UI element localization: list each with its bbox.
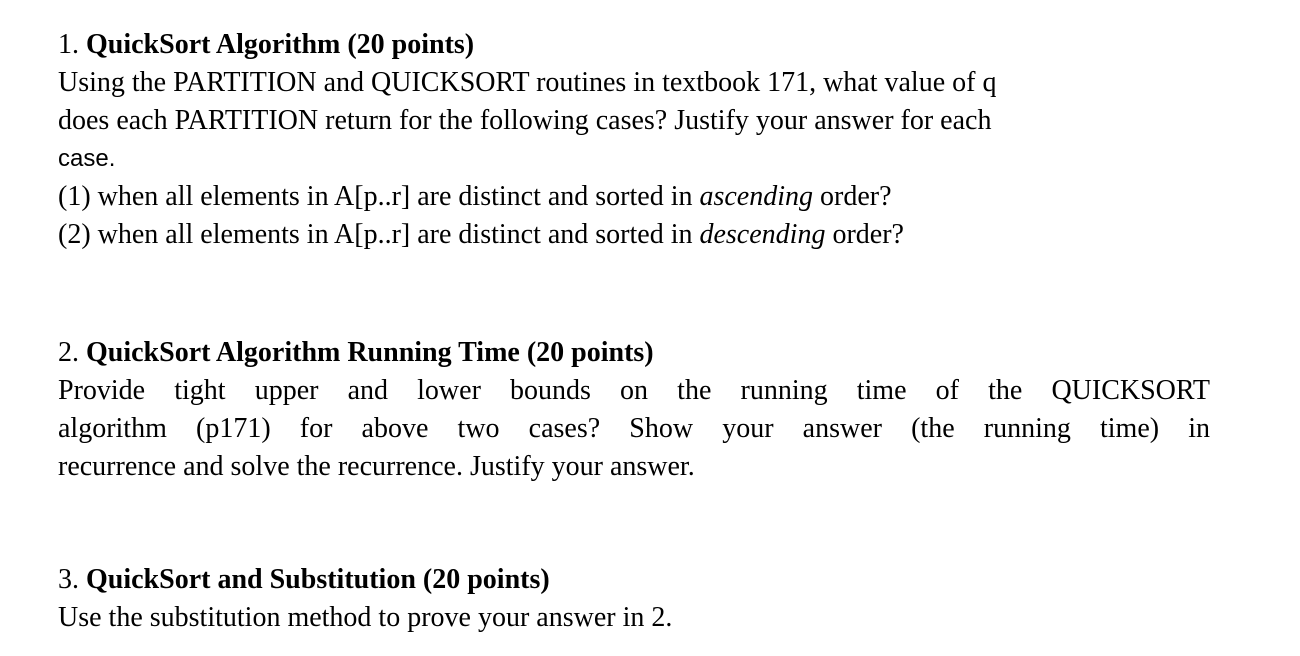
question-2 (58, 334, 1210, 486)
question-2-line-1: Provide tight upper and lower bounds on the running time of the QUICKSORT (58, 375, 1210, 406)
question-2-title: QuickSort Algorithm Running Time (20 points) (86, 337, 654, 368)
question-3-heading (58, 561, 1210, 599)
case-1-text: (1) when all elements in A[p..r] are distinct and sorted in (58, 181, 700, 212)
question-2-line-2: algorithm (p171) for above two cases? Show your answer (the running time) in (58, 413, 1210, 444)
case-2-text: (2) when all elements in A[p..r] are distinct and sorted in (58, 219, 700, 250)
question-1 (58, 26, 1210, 254)
question-3-line-1: Use the substitution method to prove your answer in 2. (58, 602, 673, 633)
case-1-emphasis: ascending (699, 181, 814, 212)
question-3-number: 3. (58, 564, 79, 595)
case-2-emphasis: descending (699, 219, 826, 250)
question-1-line-3: case. (58, 145, 116, 172)
question-1-title: QuickSort Algorithm (20 points) (86, 29, 475, 60)
question-1-case-2 (58, 216, 1210, 254)
question-2-heading (58, 334, 1210, 372)
question-1-heading (58, 26, 1210, 64)
question-2-line-3: recurrence and solve the recurrence. Justify your answer. (58, 451, 695, 482)
question-2-number: 2. (58, 337, 79, 368)
question-3 (58, 561, 1210, 637)
question-1-line-1: Using the PARTITION and QUICKSORT routines in textbook 171, what value of q (58, 67, 997, 98)
question-1-number: 1. (58, 29, 79, 60)
assignment-page (58, 26, 1210, 637)
case-2-suffix: order? (825, 219, 904, 250)
question-1-line-2: does each PARTITION return for the following cases? Justify your answer for each (58, 105, 992, 136)
question-3-title: QuickSort and Substitution (20 points) (86, 564, 550, 595)
question-1-case-1 (58, 178, 1210, 216)
case-1-suffix: order? (813, 181, 892, 212)
